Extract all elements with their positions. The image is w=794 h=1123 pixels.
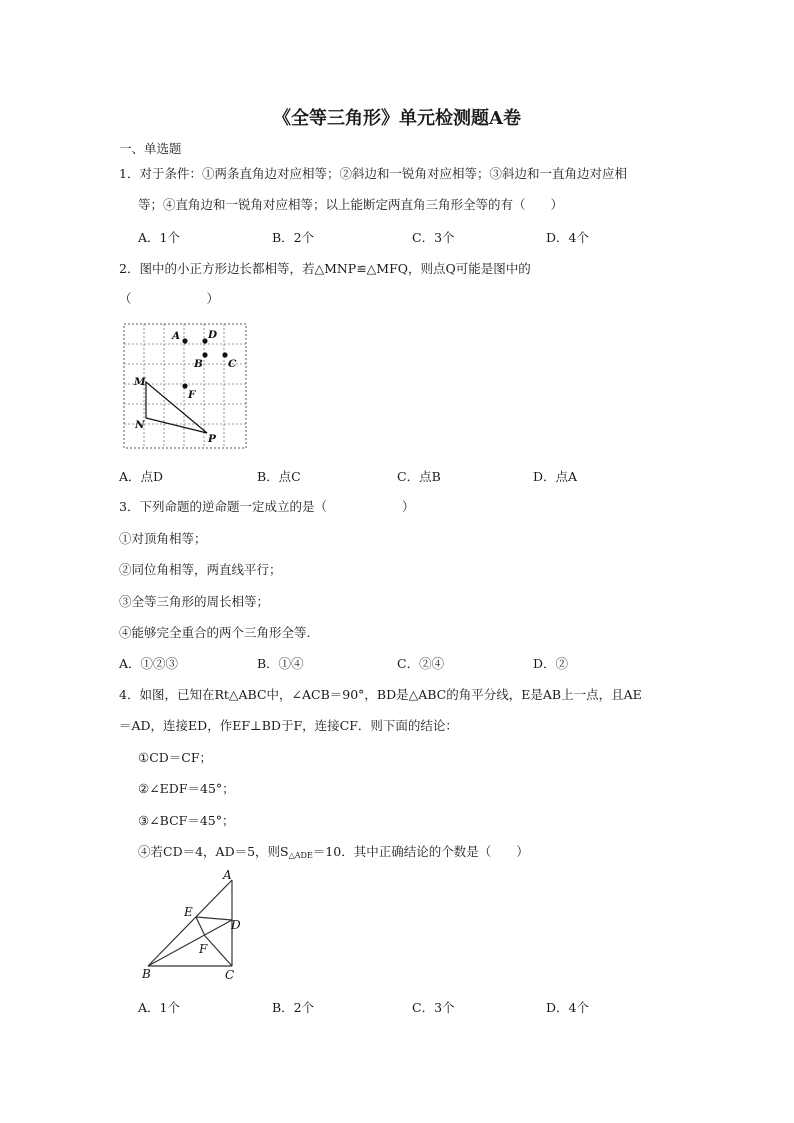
q1-stem-line1: 1．对于条件：①两条直角边对应相等；②斜边和一锐角对应相等；③斜边和一直角边对应相	[119, 166, 627, 181]
q3-stem: 3．下列命题的逆命题一定成立的是（ ）	[119, 499, 415, 514]
q2-option-c[interactable]: C．点B	[397, 469, 441, 484]
point-f	[182, 383, 187, 388]
q4-option-c[interactable]: C．3个	[412, 1000, 455, 1015]
label-d: D	[231, 918, 241, 932]
q4-stem-line1: 4．如图，已知在Rt△ABC中，∠ACB＝90°，BD是△ABC的角平分线，E是AB上一点，且AE	[119, 687, 642, 702]
triangle-abc	[148, 880, 232, 966]
q4-triangle-figure	[140, 868, 248, 982]
label-p: P	[208, 433, 216, 445]
label-n: N	[135, 419, 145, 431]
point-c	[222, 352, 227, 357]
q3-item-4: ④能够完全重合的两个三角形全等.	[119, 625, 311, 640]
q3-option-b[interactable]: B．①④	[257, 656, 304, 671]
q2-option-a[interactable]: A．点D	[119, 469, 164, 484]
q3-item-3: ③全等三角形的周长相等；	[119, 594, 270, 609]
q2-option-d[interactable]: D．点A	[533, 469, 578, 484]
page-title: 《全等三角形》单元检测题A卷	[273, 108, 521, 129]
q2-grid-figure	[122, 322, 250, 452]
label-b: B	[194, 358, 203, 370]
q4-item-2: ②∠EDF＝45°；	[138, 781, 235, 796]
label-f: F	[188, 389, 196, 401]
q4-item-4	[138, 843, 529, 865]
triangle-mnp	[146, 382, 207, 433]
q3-item-2: ②同位角相等，两直线平行；	[119, 562, 282, 577]
q4-item-4-text-end: ＝10．其中正确结论的个数是（ ）	[312, 844, 529, 859]
q1-option-b[interactable]: B．2个	[272, 230, 315, 245]
q3-option-c[interactable]: C．②④	[397, 656, 445, 671]
q4-item-3: ③∠BCF＝45°；	[138, 813, 235, 828]
label-b: B	[142, 967, 151, 981]
q4-item-1: ①CD＝CF；	[138, 750, 213, 765]
label-m: M	[134, 376, 146, 388]
q1-option-d[interactable]: D．4个	[546, 230, 589, 245]
q4-option-a[interactable]: A．1个	[138, 1000, 180, 1015]
q3-option-d[interactable]: D．②	[533, 656, 569, 671]
q2-stem-line2: （ ）	[119, 291, 220, 306]
label-d: D	[208, 329, 218, 341]
q4-stem-line2: ＝AD，连接ED，作EF⊥BD于F，连接CF．则下面的结论：	[119, 718, 458, 733]
q1-option-a[interactable]: A．1个	[138, 230, 180, 245]
point-b	[202, 352, 207, 357]
grid-points	[182, 338, 227, 388]
point-a	[182, 338, 187, 343]
q2-option-b[interactable]: B．点C	[257, 469, 301, 484]
q4-option-d[interactable]: D．4个	[546, 1000, 589, 1015]
label-f: F	[199, 942, 208, 956]
point-d	[202, 338, 207, 343]
label-c: C	[225, 968, 235, 982]
q4-item-4-text: ④若CD＝4，AD＝5，则S	[138, 844, 289, 859]
q3-item-1: ①对顶角相等；	[119, 531, 207, 546]
label-a: A	[223, 868, 232, 882]
q4-option-b[interactable]: B．2个	[272, 1000, 315, 1015]
q4-item-4-subscript: △ADE	[288, 851, 313, 860]
q3-option-a[interactable]: A．①②③	[119, 656, 179, 671]
q2-stem-line1: 2．图中的小正方形边长都相等，若△MNP≌△MFQ，则点Q可能是图中的	[119, 261, 531, 276]
q1-option-c[interactable]: C．3个	[412, 230, 455, 245]
q1-stem-line2: 等；④直角边和一锐角对应相等；以上能断定两直角三角形全等的有（ ）	[138, 197, 564, 212]
section-heading: 一、单选题	[119, 141, 182, 156]
label-e: E	[184, 905, 193, 919]
label-a: A	[172, 330, 181, 342]
label-c: C	[228, 358, 237, 370]
